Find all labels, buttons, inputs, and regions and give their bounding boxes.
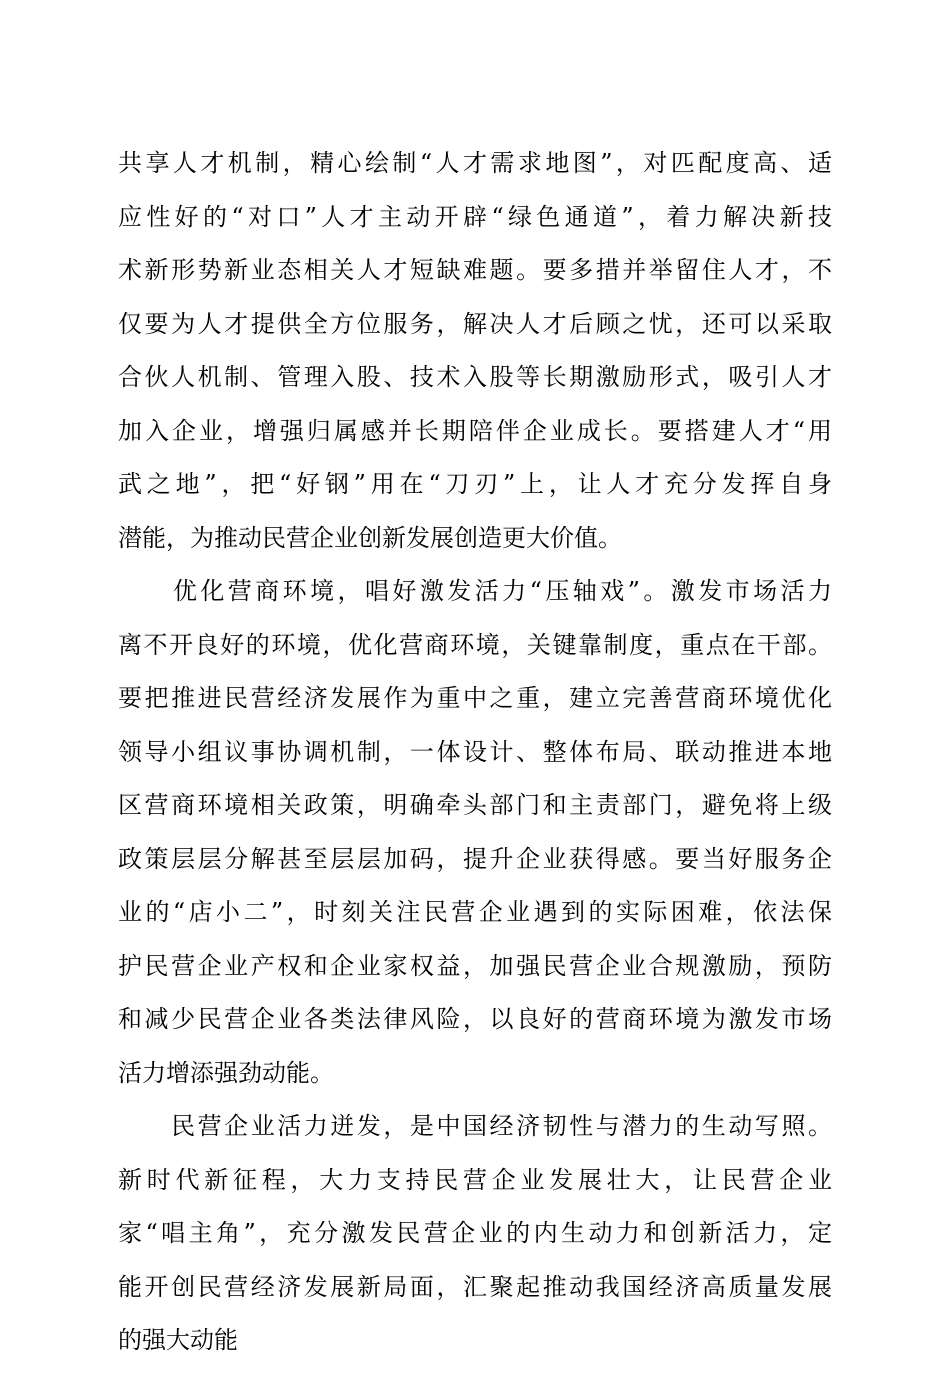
paragraph-business-environment <box>118 570 832 1105</box>
text-line: 民营企业活力迸发，是中国经济韧性与潜力的生动写照。 <box>118 1112 832 1140</box>
text-line: 的强大动能 <box>118 1326 238 1354</box>
text-line: 业的“店小二”，时刻关注民营企业遇到的实际困难，依法保 <box>118 898 832 926</box>
document-body <box>118 142 832 1373</box>
text-line: 家“唱主角”，充分激发民营企业的内生动力和创新活力，定 <box>118 1219 832 1247</box>
text-line: 活力增添强劲动能。 <box>118 1058 334 1087</box>
text-line: 政策层层分解甚至层层加码，提升企业获得感。要当好服务企 <box>118 844 832 873</box>
text-line: 优化营商环境，唱好激发活力“压轴戏”。激发市场活力 <box>118 577 832 605</box>
paragraph-talent <box>118 142 832 570</box>
text-line: 应性好的“对口”人才主动开辟“绿色通道”，着力解决新技 <box>118 202 832 231</box>
text-line: 合伙人机制、管理入股、技术入股等长期激励形式，吸引人才 <box>118 363 832 391</box>
text-line: 离不开良好的环境，优化营商环境，关键靠制度，重点在干部。 <box>118 630 832 659</box>
text-line: 要把推进民营经济发展作为重中之重，建立完善营商环境优化 <box>118 684 832 712</box>
text-line: 潜能，为推动民营企业创新发展创造更大价值。 <box>118 523 622 552</box>
text-line: 和减少民营企业各类法律风险，以良好的营商环境为激发市场 <box>118 1005 832 1033</box>
text-line: 新时代新征程，大力支持民营企业发展壮大，让民营企业 <box>118 1165 832 1194</box>
text-line: 区营商环境相关政策，明确牵头部门和主责部门，避免将上级 <box>118 791 832 819</box>
text-line: 护民营企业产权和企业家权益，加强民营企业合规激励，预防 <box>118 951 832 980</box>
paragraph-conclusion <box>118 1105 832 1373</box>
text-line: 武之地”，把“好钢”用在“刀刃”上，让人才充分发挥自身 <box>118 470 832 498</box>
text-line: 术新形势新业态相关人才短缺难题。要多措并举留住人才，不 <box>118 256 832 284</box>
text-line: 仅要为人才提供全方位服务，解决人才后顾之忧，还可以采取 <box>118 309 832 338</box>
text-line: 领导小组议事协调机制，一体设计、整体布局、联动推进本地 <box>118 737 832 766</box>
text-line: 共享人才机制，精心绘制“人才需求地图”，对匹配度高、适 <box>118 149 832 177</box>
text-line: 加入企业，增强归属感并长期陪伴企业成长。要搭建人才“用 <box>118 416 832 445</box>
text-line: 能开创民营经济发展新局面，汇聚起推动我国经济高质量发展 <box>118 1272 832 1301</box>
